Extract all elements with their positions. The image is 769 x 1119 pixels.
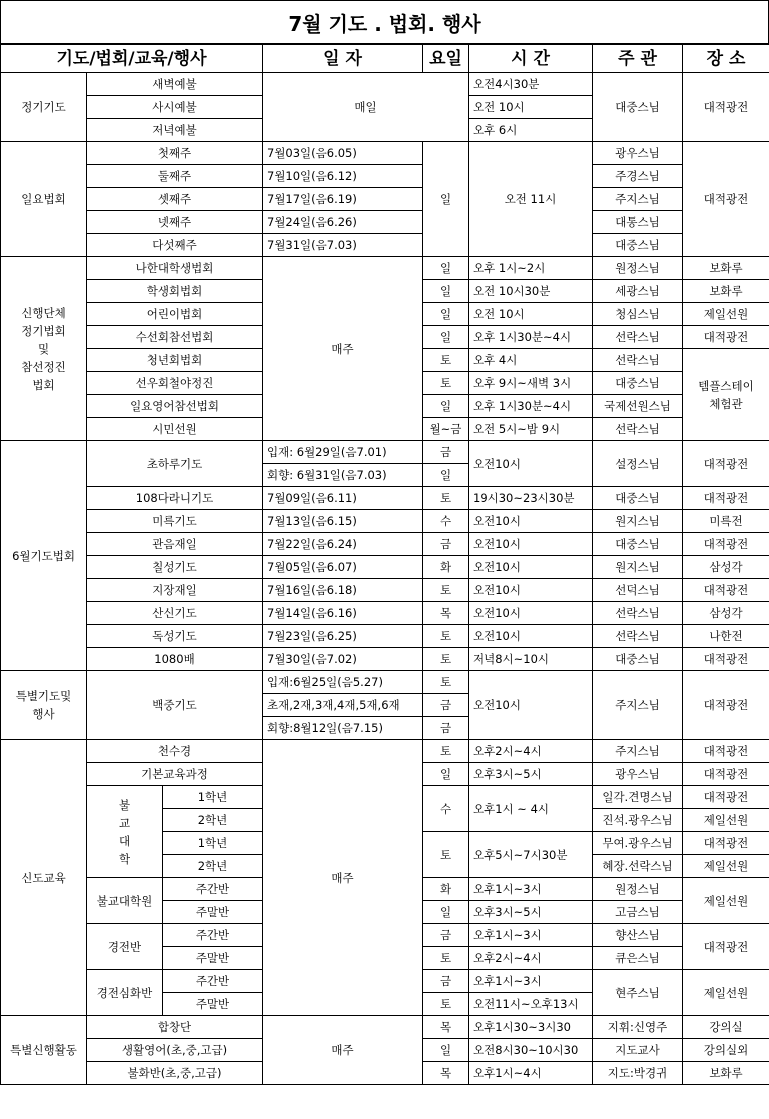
college-label	[87, 786, 163, 878]
time-cell: 오후 6시	[469, 119, 593, 142]
day-cell: 토	[423, 487, 469, 510]
time-cell: 오후1시 ~ 4시	[469, 786, 593, 832]
time-cell: 오전10시	[469, 579, 593, 602]
host-cell: 주지스님	[593, 740, 683, 763]
event-name: 수선회참선법회	[87, 326, 263, 349]
event-name: 백중기도	[87, 671, 263, 740]
place-cell: 강의실	[683, 1016, 769, 1039]
table-row	[1, 510, 769, 533]
event-name: 초하루기도	[87, 441, 263, 487]
time-cell: 오전 10시30분	[469, 280, 593, 303]
host-cell: 설정스님	[593, 441, 683, 487]
category-line: 특별기도및	[15, 689, 72, 703]
category-cell: 일요법회	[1, 142, 87, 257]
header-time: 시 간	[469, 45, 593, 73]
time-cell: 오후 9시~새벽 3시	[469, 372, 593, 395]
event-name: 선우회철야정진	[87, 372, 263, 395]
category-cell: 특별신행활동	[1, 1016, 87, 1085]
day-cell: 일	[423, 395, 469, 418]
date-cell: 회향:8월12일(음7.15)	[263, 717, 423, 740]
category-cell: 정기기도	[1, 73, 87, 142]
date-cell: 7월14일(음6.16)	[263, 602, 423, 625]
event-name: 새벽예불	[87, 73, 263, 96]
host-cell: 원지스님	[593, 556, 683, 579]
grad-label: 불교대학원	[87, 878, 163, 924]
day-cell: 금	[423, 970, 469, 993]
day-cell: 토	[423, 740, 469, 763]
event-name: 셋째주	[87, 188, 263, 211]
place-cell: 보화루	[683, 257, 769, 280]
time-cell: 오전10시	[469, 671, 593, 740]
place-cell: 대적광전	[683, 73, 769, 142]
table-row	[1, 556, 769, 579]
header-category: 기도/법회/교육/행사	[1, 45, 263, 73]
place-cell: 제일선원	[683, 970, 769, 1016]
day-cell: 토	[423, 349, 469, 372]
host-cell: 청심스님	[593, 303, 683, 326]
host-cell: 원정스님	[593, 257, 683, 280]
year-cell: 1학년	[163, 786, 263, 809]
place-cell	[683, 349, 769, 441]
place-cell: 보화루	[683, 280, 769, 303]
event-name: 일요영어참선법회	[87, 395, 263, 418]
day-cell: 화	[423, 556, 469, 579]
time-cell: 오전10시	[469, 556, 593, 579]
host-cell: 대중스님	[593, 372, 683, 395]
table-row	[1, 487, 769, 510]
time-cell: 오전10시	[469, 625, 593, 648]
host-cell: 주지스님	[593, 188, 683, 211]
time-cell: 오전10시	[469, 441, 593, 487]
day-cell: 금	[423, 533, 469, 556]
header-date: 일 자	[263, 45, 423, 73]
class-type: 주간반	[163, 924, 263, 947]
place-cell: 강의실외	[683, 1039, 769, 1062]
host-cell: 선락스님	[593, 349, 683, 372]
time-cell: 오후2시~4시	[469, 740, 593, 763]
date-cell: 7월03일(음6.05)	[263, 142, 423, 165]
table-row	[1, 533, 769, 556]
host-cell: 대통스님	[593, 211, 683, 234]
table-row	[1, 211, 769, 234]
date-cell: 7월30일(음7.02)	[263, 648, 423, 671]
host-cell: 광우스님	[593, 763, 683, 786]
table-row	[1, 602, 769, 625]
host-cell: 일각.견명스님	[593, 786, 683, 809]
year-cell: 1학년	[163, 832, 263, 855]
time-cell: 오후 4시	[469, 349, 593, 372]
day-cell: 일	[423, 763, 469, 786]
day-cell: 화	[423, 878, 469, 901]
class-type: 주말반	[163, 947, 263, 970]
event-name: 나한대학생법회	[87, 257, 263, 280]
host-cell: 선덕스님	[593, 579, 683, 602]
host-cell: 대중스님	[593, 648, 683, 671]
year-cell: 2학년	[163, 855, 263, 878]
college-label-char: 학	[118, 851, 131, 866]
host-cell: 지휘:신영주	[593, 1016, 683, 1039]
class-type: 주말반	[163, 901, 263, 924]
host-cell: 대중스님	[593, 234, 683, 257]
table-row	[1, 165, 769, 188]
place-cell: 제일선원	[683, 878, 769, 924]
header-host: 주 관	[593, 45, 683, 73]
table-row	[1, 625, 769, 648]
day-cell: 일	[423, 280, 469, 303]
category-cell	[1, 257, 87, 441]
host-cell: 국제선원스님	[593, 395, 683, 418]
place-cell: 대적광전	[683, 142, 769, 257]
table-row	[1, 257, 769, 280]
date-cell: 입재: 6월29일(음7.01)	[263, 441, 423, 464]
category-line: 참선정진	[21, 359, 66, 374]
day-cell: 일	[423, 901, 469, 924]
date-cell: 7월17일(음6.19)	[263, 188, 423, 211]
host-cell: 큐은스님	[593, 947, 683, 970]
date-cell: 매주	[263, 257, 423, 441]
table-row	[1, 441, 769, 464]
host-cell: 원지스님	[593, 510, 683, 533]
date-cell: 7월09일(음6.11)	[263, 487, 423, 510]
header-place: 장 소	[683, 45, 769, 73]
category-line: 정기법회	[21, 323, 66, 338]
event-name: 불화반(초,중,고급)	[87, 1062, 263, 1085]
time-cell: 오전8시30~10시30	[469, 1039, 593, 1062]
date-cell: 7월16일(음6.18)	[263, 579, 423, 602]
event-name: 넷째주	[87, 211, 263, 234]
event-name: 관음재일	[87, 533, 263, 556]
deep-label: 경전심화반	[87, 970, 163, 1016]
host-cell: 선락스님	[593, 418, 683, 441]
event-name: 산신기도	[87, 602, 263, 625]
host-cell: 주경스님	[593, 165, 683, 188]
table-row	[1, 188, 769, 211]
category-cell	[1, 671, 87, 740]
event-name: 기본교육과정	[87, 763, 263, 786]
header-row	[1, 45, 769, 73]
header-day: 요일	[423, 45, 469, 73]
event-name: 천수경	[87, 740, 263, 763]
place-cell: 대적광전	[683, 648, 769, 671]
event-name: 1080배	[87, 648, 263, 671]
place-cell: 제일선원	[683, 809, 769, 832]
event-name: 미륵기도	[87, 510, 263, 533]
host-cell: 향산스님	[593, 924, 683, 947]
host-cell: 지도:박경귀	[593, 1062, 683, 1085]
host-cell: 대중스님	[593, 73, 683, 142]
event-name: 어린이법회	[87, 303, 263, 326]
time-cell: 저녁8시~10시	[469, 648, 593, 671]
host-cell: 지도교사	[593, 1039, 683, 1062]
host-cell: 광우스님	[593, 142, 683, 165]
host-cell: 혜장.선락스님	[593, 855, 683, 878]
day-cell: 일	[423, 1039, 469, 1062]
day-cell: 목	[423, 1062, 469, 1085]
time-cell: 오후 1시~2시	[469, 257, 593, 280]
time-cell: 오전 5시~밤 9시	[469, 418, 593, 441]
place-line: 체험관	[709, 396, 743, 411]
table-row	[1, 671, 769, 694]
date-cell: 7월24일(음6.26)	[263, 211, 423, 234]
time-cell: 오전4시30분	[469, 73, 593, 96]
time-cell: 오전10시	[469, 602, 593, 625]
time-cell: 오후1시~3시	[469, 878, 593, 901]
date-cell: 7월31일(음7.03)	[263, 234, 423, 257]
date-cell: 입재:6월25일(음5.27)	[263, 671, 423, 694]
time-cell: 오후1시~3시	[469, 970, 593, 993]
class-type: 주말반	[163, 993, 263, 1016]
category-line: 신행단체	[21, 305, 66, 320]
day-cell: 토	[423, 993, 469, 1016]
place-cell: 대적광전	[683, 533, 769, 556]
day-cell: 토	[423, 372, 469, 395]
page-title: 7월 기도 . 법회. 행사	[0, 0, 769, 44]
place-cell: 대적광전	[683, 487, 769, 510]
category-cell: 6월기도법회	[1, 441, 87, 671]
category-line: 행사	[32, 707, 55, 721]
place-cell: 삼성각	[683, 602, 769, 625]
time-cell: 오후2시~4시	[469, 947, 593, 970]
day-cell: 토	[423, 625, 469, 648]
table-row	[1, 234, 769, 257]
place-cell: 대적광전	[683, 832, 769, 855]
date-cell: 7월22일(음6.24)	[263, 533, 423, 556]
day-cell: 금	[423, 694, 469, 717]
place-cell: 제일선원	[683, 303, 769, 326]
event-name: 108다라니기도	[87, 487, 263, 510]
day-cell: 일	[423, 326, 469, 349]
host-cell: 선락스님	[593, 602, 683, 625]
event-name: 첫째주	[87, 142, 263, 165]
place-cell: 미륵전	[683, 510, 769, 533]
day-cell: 목	[423, 1016, 469, 1039]
day-cell: 일	[423, 303, 469, 326]
day-cell: 일	[423, 142, 469, 257]
date-cell: 7월13일(음6.15)	[263, 510, 423, 533]
day-cell: 목	[423, 602, 469, 625]
host-cell: 주지스님	[593, 671, 683, 740]
time-cell: 오후3시~5시	[469, 901, 593, 924]
time-cell: 오전 11시	[469, 142, 593, 257]
day-cell: 토	[423, 648, 469, 671]
time-cell: 오후1시30~3시30	[469, 1016, 593, 1039]
place-cell: 대적광전	[683, 740, 769, 763]
table-row	[1, 1016, 769, 1039]
table-row	[1, 142, 769, 165]
category-cell: 신도교육	[1, 740, 87, 1016]
college-label-char: 불	[118, 797, 131, 812]
place-cell: 대적광전	[683, 786, 769, 809]
event-name: 다섯째주	[87, 234, 263, 257]
host-cell: 선락스님	[593, 326, 683, 349]
schedule-table	[0, 44, 769, 1085]
host-cell: 무여.광우스님	[593, 832, 683, 855]
place-cell: 대적광전	[683, 671, 769, 740]
place-cell: 대적광전	[683, 579, 769, 602]
date-cell: 매주	[263, 740, 423, 1016]
date-cell: 매일	[263, 73, 469, 142]
event-name: 사시예불	[87, 96, 263, 119]
event-name: 둘째주	[87, 165, 263, 188]
host-cell: 대중스님	[593, 533, 683, 556]
place-cell: 대적광전	[683, 326, 769, 349]
sutra-label: 경전반	[87, 924, 163, 970]
category-line: 법회	[32, 377, 55, 392]
class-type: 주간반	[163, 878, 263, 901]
event-name: 저녁예불	[87, 119, 263, 142]
year-cell: 2학년	[163, 809, 263, 832]
date-cell: 초재,2재,3재,4재,5재,6재	[263, 694, 423, 717]
place-line: 템플스테이	[698, 378, 754, 393]
place-cell: 대적광전	[683, 441, 769, 487]
event-name: 합창단	[87, 1016, 263, 1039]
day-cell: 일	[423, 464, 469, 487]
day-cell: 토	[423, 579, 469, 602]
time-cell: 오전 10시	[469, 96, 593, 119]
event-name: 지장재일	[87, 579, 263, 602]
table-row	[1, 648, 769, 671]
day-cell: 금	[423, 924, 469, 947]
event-name: 독성기도	[87, 625, 263, 648]
day-cell: 수	[423, 510, 469, 533]
table-row	[1, 73, 769, 96]
time-cell: 오후5시~7시30분	[469, 832, 593, 878]
event-name: 칠성기도	[87, 556, 263, 579]
place-cell: 제일선원	[683, 855, 769, 878]
date-cell: 매주	[263, 1016, 423, 1085]
event-name: 학생회법회	[87, 280, 263, 303]
host-cell: 고금스님	[593, 901, 683, 924]
event-name: 시민선원	[87, 418, 263, 441]
time-cell: 오후1시~4시	[469, 1062, 593, 1085]
time-cell: 19시30~23시30분	[469, 487, 593, 510]
host-cell: 선락스님	[593, 625, 683, 648]
time-cell: 오후1시~3시	[469, 924, 593, 947]
place-cell: 나한전	[683, 625, 769, 648]
day-cell: 월~금	[423, 418, 469, 441]
time-cell: 오전10시	[469, 510, 593, 533]
table-row	[1, 740, 769, 763]
place-cell: 대적광전	[683, 763, 769, 786]
host-cell: 원정스님	[593, 878, 683, 901]
date-cell: 7월05일(음6.07)	[263, 556, 423, 579]
day-cell: 일	[423, 257, 469, 280]
time-cell: 오후 1시30분~4시	[469, 395, 593, 418]
day-cell: 금	[423, 717, 469, 740]
place-cell: 대적광전	[683, 924, 769, 970]
day-cell: 토	[423, 947, 469, 970]
host-cell: 진석.광우스님	[593, 809, 683, 832]
day-cell: 수	[423, 786, 469, 832]
host-cell: 대중스님	[593, 487, 683, 510]
category-line: 및	[37, 341, 50, 356]
event-name: 생활영어(초,중,고급)	[87, 1039, 263, 1062]
time-cell: 오전 10시	[469, 303, 593, 326]
time-cell: 오전11시~오후13시	[469, 993, 593, 1016]
day-cell: 토	[423, 671, 469, 694]
class-type: 주간반	[163, 970, 263, 993]
host-cell: 현주스님	[593, 970, 683, 1016]
date-cell: 회향: 6월31일(음7.03)	[263, 464, 423, 487]
host-cell: 세광스님	[593, 280, 683, 303]
place-cell: 보화루	[683, 1062, 769, 1085]
table-row	[1, 579, 769, 602]
time-cell: 오후3시~5시	[469, 763, 593, 786]
college-label-char: 교	[118, 815, 131, 830]
time-cell: 오후 1시30분~4시	[469, 326, 593, 349]
date-cell: 7월10일(음6.12)	[263, 165, 423, 188]
event-name: 청년회법회	[87, 349, 263, 372]
place-cell: 삼성각	[683, 556, 769, 579]
day-cell: 토	[423, 832, 469, 878]
day-cell: 금	[423, 441, 469, 464]
college-label-char: 대	[118, 833, 131, 848]
date-cell: 7월23일(음6.25)	[263, 625, 423, 648]
time-cell: 오전10시	[469, 533, 593, 556]
